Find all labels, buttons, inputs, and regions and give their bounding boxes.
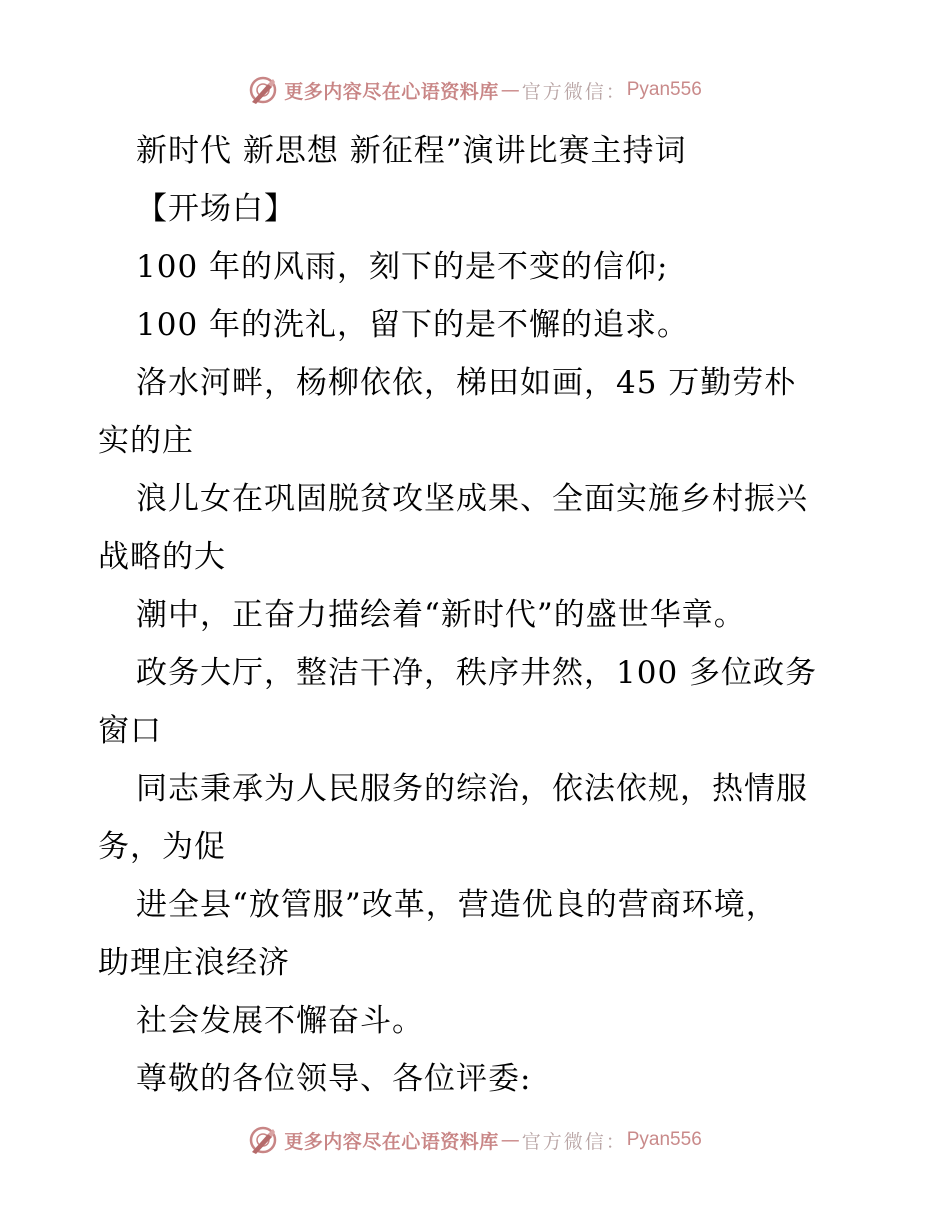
watermark-dash: — [500,79,520,101]
watermark-wechat-id: Pyan556 [626,79,702,100]
paragraph-line: 政务大厅，整洁干净，秩序井然，100 多位政务 [136,655,818,691]
paragraph-line: 潮中，正奋力描绘着“新时代”的盛世华章。 [136,597,746,633]
header-watermark [0,70,950,110]
paragraph-line: 100 年的洗礼，留下的是不懈的追求。 [136,307,690,343]
watermark-main-text: 更多内容尽在心语资料库 [284,80,499,103]
document-body [98,122,858,1108]
paragraph-line: 助理庄浪经济 [98,945,290,981]
watermark-main-text: 更多内容尽在心语资料库 [284,1130,499,1153]
paragraph-line: 尊敬的各位领导、各位评委: [136,1061,532,1097]
pen-logo-icon [248,75,278,105]
watermark-sub-text: 官方微信： [521,80,627,103]
paragraph-line: 战略的大 [98,539,226,575]
footer-watermark [0,1120,950,1160]
pen-logo-icon [248,1125,278,1155]
paragraph-line: 新时代 新思想 新征程”演讲比赛主持词 [136,133,687,169]
paragraph-line: 100 年的风雨，刻下的是不变的信仰; [136,249,669,285]
paragraph-line: 浪儿女在巩固脱贫攻坚成果、全面实施乡村振兴 [136,481,808,517]
watermark-wechat-id: Pyan556 [626,1129,702,1150]
paragraph-line: 【开场白】 [136,191,296,227]
paragraph-line: 窗口 [98,713,162,749]
paragraph-line: 务，为促 [98,829,226,865]
watermark-dash: — [500,1129,520,1151]
paragraph-line: 进全县“放管服”改革，营造优良的营商环境， [136,887,778,923]
watermark-sub-text: 官方微信： [521,1130,627,1153]
paragraph-line: 同志秉承为人民服务的综治，依法依规，热情服 [136,771,808,807]
paragraph-line: 实的庄 [98,423,194,459]
paragraph-line: 社会发展不懈奋斗。 [136,1003,424,1039]
paragraph-line: 洛水河畔，杨柳依依，梯田如画，45 万勤劳朴 [136,365,797,401]
